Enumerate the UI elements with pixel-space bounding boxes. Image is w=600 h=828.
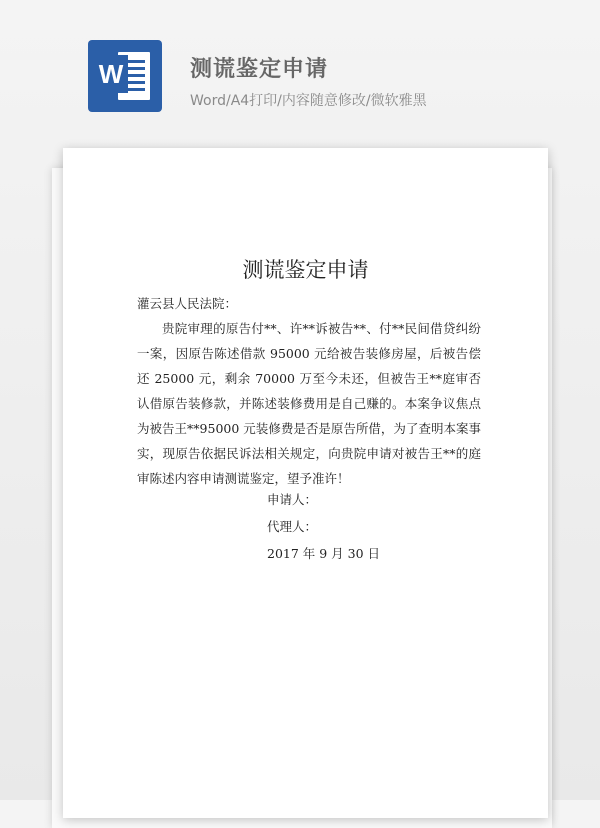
header-title: 测谎鉴定申请	[190, 57, 329, 82]
agent-label: 代理人：	[267, 519, 318, 534]
applicant-label: 申请人：	[267, 492, 318, 507]
word-icon	[88, 40, 162, 112]
body-paragraph: 贵院审理的原告付**、许**诉被告**、付**民间借贷纠纷一案，因原告陈述借款 95000 元给被告装修房屋，后被告偿还 25000 元，剩余 70000 万至今未还，但被告王**庭审否认借原告装修款，并陈述装修费用是自己赚的。本案争议焦点为被告王**95000 元装修费是否是原告所借，为了查明本案事实，现原告依据民诉法相关规定，向贵院申请对被告王**的庭审陈述内容申请测谎鉴定，望予准许！	[137, 321, 481, 486]
document-body	[137, 291, 481, 491]
header	[0, 0, 600, 150]
document-page	[63, 148, 548, 818]
document-date: 2017 年 9 月 30 日	[267, 546, 381, 561]
word-letter: W	[94, 55, 128, 93]
document-title: 测谎鉴定申请	[242, 258, 369, 282]
addressee: 灌云县人民法院：	[137, 296, 238, 311]
header-subtitle: Word/A4打印/内容随意修改/微软雅黑	[190, 93, 427, 109]
